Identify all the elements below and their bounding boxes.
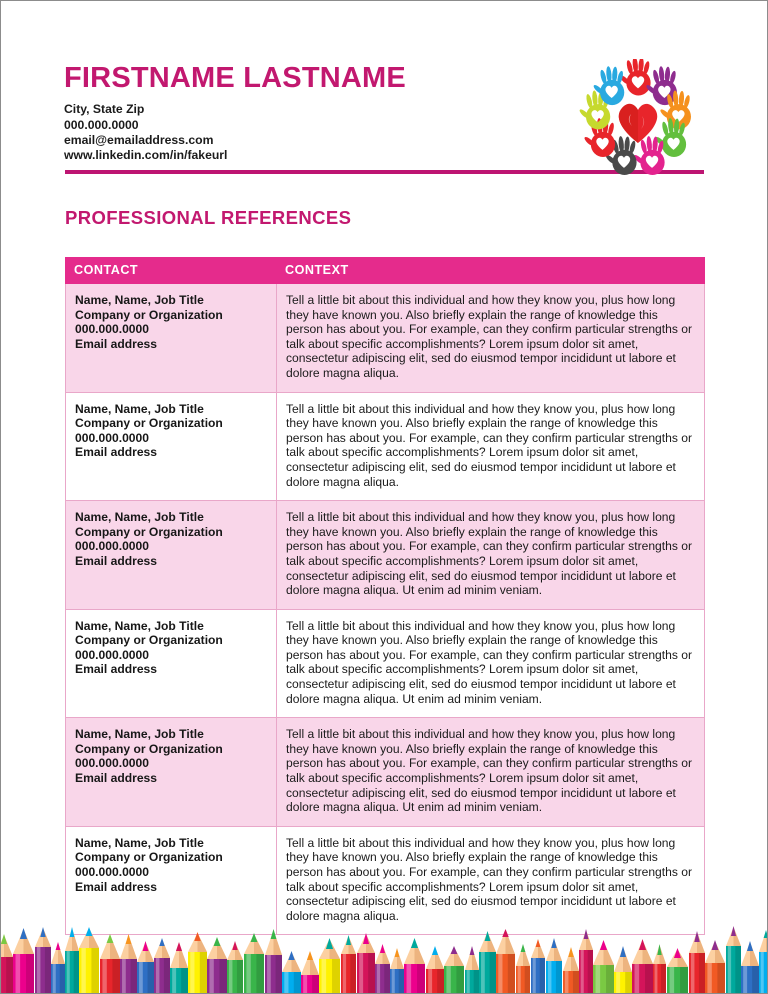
center-heart-icon [619, 104, 657, 143]
reference-company: Company or Organization [75, 416, 223, 431]
table-row [66, 609, 705, 718]
contact-location: City, State Zip [64, 102, 145, 117]
contact-cell [66, 284, 277, 393]
reference-company: Company or Organization [75, 633, 223, 648]
column-header-context: CONTEXT [277, 258, 705, 284]
contact-cell [66, 501, 277, 610]
reference-name: Name, Name, Job Title [75, 510, 204, 525]
identity-block [64, 63, 524, 163]
reference-company: Company or Organization [75, 741, 223, 756]
reference-phone: 000.000.0000 [75, 756, 149, 771]
reference-phone: 000.000.0000 [75, 322, 149, 337]
references-table [65, 257, 705, 935]
table-row [66, 718, 705, 827]
reference-phone: 000.000.0000 [75, 865, 149, 879]
reference-name: Name, Name, Job Title [75, 401, 204, 416]
context-cell: Tell a little bit about this individual and how they know you, plus how long they have known you. Also briefly explain the range of knowledge this person has about you. For example, can they confirm particular strengths or talk about specific accomplishments? Lorem ipsum dolor sit amet, consectetur adipiscing elit, sed do eiusmod tempor incididunt ut labore et dolore magna aliqua. [277, 826, 705, 935]
references-table-body [66, 284, 705, 935]
reference-company: Company or Organization [75, 524, 223, 539]
reference-name: Name, Name, Job Title [75, 835, 204, 850]
table-row [66, 284, 705, 393]
table-header-row [66, 258, 705, 284]
table-row [66, 501, 705, 610]
reference-email: Email address [75, 445, 158, 460]
contact-email: email@emailaddress.com [64, 132, 214, 147]
contact-info-block [64, 102, 524, 163]
reference-email: Email address [75, 771, 158, 786]
section-heading-professional-references: PROFESSIONAL REFERENCES [65, 207, 352, 228]
reference-email: Email address [75, 553, 158, 568]
page-title: FIRSTNAME LASTNAME [64, 62, 406, 94]
reference-email: Email address [75, 662, 158, 677]
context-cell: Tell a little bit about this individual and how they know you, plus how long they have known you. Also briefly explain the range of knowledge this person has about you. For example, can they confirm particular strengths or talk about specific accomplishments? Lorem ipsum dolor sit amet, consectetur adipiscing elit, sed do eiusmod tempor incididunt ut labore et dolore magna aliqua. Ut enim ad minim veniam. [277, 501, 705, 610]
column-header-contact: CONTACT [66, 258, 277, 284]
context-cell: Tell a little bit about this individual and how they know you, plus how long they have known you. Also briefly explain the range of knowledge this person has about you. For example, can they confirm particular strengths or talk about specific accomplishments? Lorem ipsum dolor sit amet, consectetur adipiscing elit, sed do eiusmod tempor incididunt ut labore et dolore magna aliqua. Ut enim ad minim veniam. [277, 718, 705, 827]
colored-pencils-border-icon [1, 917, 768, 993]
handprints-circle-logo-icon [567, 59, 709, 181]
reference-company: Company or Organization [75, 307, 223, 322]
page-header [1, 1, 768, 186]
contact-cell [66, 392, 277, 501]
reference-email: Email address [75, 879, 158, 894]
reference-phone: 000.000.0000 [75, 430, 149, 445]
reference-name: Name, Name, Job Title [75, 727, 204, 742]
reference-phone: 000.000.0000 [75, 647, 149, 662]
context-cell: Tell a little bit about this individual and how they know you, plus how long they have known you. Also briefly explain the range of knowledge this person has about you. For example, can they confirm particular strengths or talk about specific accomplishments? Lorem ipsum dolor sit amet, consectetur adipiscing elit, sed do eiusmod tempor incididunt ut labore et dolore magna aliqua. [277, 392, 705, 501]
table-row [66, 392, 705, 501]
context-cell: Tell a little bit about this individual and how they know you, plus how long they have known you. Also briefly explain the range of knowledge this person has about you. For example, can they confirm particular strengths or talk about specific accomplishments? Lorem ipsum dolor sit amet, consectetur adipiscing elit, sed do eiusmod tempor incididunt ut labore et dolore magna aliqua. [277, 284, 705, 393]
reference-phone: 000.000.0000 [75, 539, 149, 554]
reference-company: Company or Organization [75, 850, 223, 865]
reference-name: Name, Name, Job Title [75, 618, 204, 633]
contact-cell [66, 609, 277, 718]
contact-phone: 000.000.0000 [64, 117, 139, 132]
contact-linkedin-url: www.linkedin.com/in/fakeurl [64, 147, 228, 162]
contact-cell [66, 718, 277, 827]
reference-name: Name, Name, Job Title [75, 293, 204, 307]
reference-email: Email address [75, 336, 158, 351]
context-cell: Tell a little bit about this individual and how they know you, plus how long they have known you. Also briefly explain the range of knowledge this person has about you. For example, can they confirm particular strengths or talk about specific accomplishments? Lorem ipsum dolor sit amet, consectetur adipiscing elit, sed do eiusmod tempor incididunt ut labore et dolore magna aliqua. Ut enim ad minim veniam. [277, 609, 705, 718]
